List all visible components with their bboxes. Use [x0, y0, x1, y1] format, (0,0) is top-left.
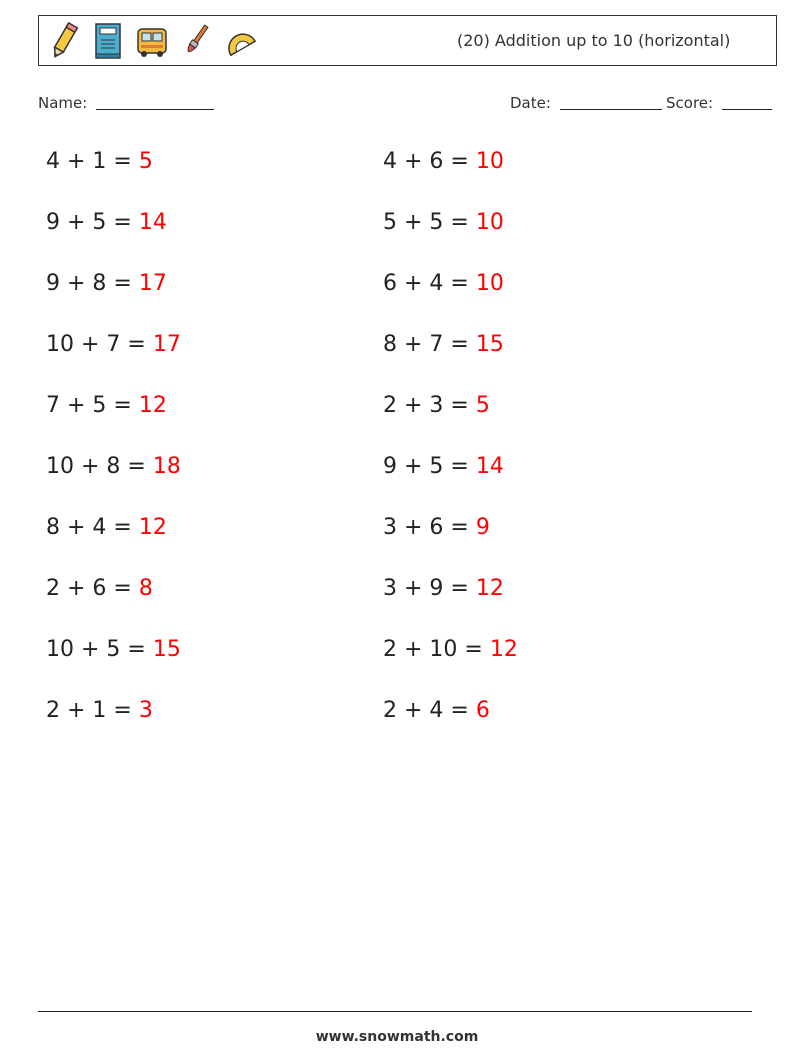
- date-label: Date:: [510, 94, 551, 112]
- score-label: Score:: [666, 94, 714, 112]
- question: 9 + 5 =: [383, 454, 476, 479]
- problem-11: [46, 447, 181, 487]
- problem-10: [383, 386, 490, 426]
- question: 10 + 8 =: [46, 454, 153, 479]
- problem-4: [383, 203, 504, 243]
- answer: 3: [138, 698, 153, 723]
- answer: 12: [475, 576, 504, 601]
- question: 2 + 6 =: [46, 576, 139, 601]
- problem-15: [46, 569, 153, 609]
- question: 4 + 6 =: [383, 149, 476, 174]
- date-field: [510, 94, 662, 112]
- worksheet-title: (20) Addition up to 10 (horizontal): [457, 31, 731, 50]
- notebook-icon: [91, 21, 125, 61]
- answer: 6: [475, 698, 490, 723]
- problem-19: [46, 691, 153, 731]
- question: 7 + 5 =: [46, 393, 139, 418]
- name-field: [38, 94, 214, 112]
- problem-2: [383, 142, 504, 182]
- answer: 14: [138, 210, 167, 235]
- problem-17: [46, 630, 181, 670]
- school-bus-icon: [135, 21, 169, 61]
- answer: 10: [475, 271, 504, 296]
- answer: 5: [475, 393, 490, 418]
- name-line: [96, 95, 214, 110]
- name-label: Name:: [38, 94, 88, 112]
- problem-1: [46, 142, 153, 182]
- problem-9: [46, 386, 167, 426]
- question: 3 + 6 =: [383, 515, 476, 540]
- footer-site-link[interactable]: www.snowmath.com: [315, 1029, 479, 1045]
- question: 2 + 3 =: [383, 393, 476, 418]
- question: 2 + 1 =: [46, 698, 139, 723]
- problem-18: [383, 630, 518, 670]
- answer: 12: [138, 515, 167, 540]
- answer: 10: [475, 210, 504, 235]
- answer: 12: [489, 637, 518, 662]
- score-line: [722, 95, 772, 110]
- question: 4 + 1 =: [46, 149, 139, 174]
- question: 8 + 7 =: [383, 332, 476, 357]
- problem-8: [383, 325, 504, 365]
- question: 9 + 8 =: [46, 271, 139, 296]
- answer: 5: [138, 149, 153, 174]
- footer-divider: [38, 1011, 752, 1012]
- problem-5: [46, 264, 167, 304]
- problem-6: [383, 264, 504, 304]
- header-icons: [47, 20, 257, 62]
- problem-14: [383, 508, 490, 548]
- question: 3 + 9 =: [383, 576, 476, 601]
- question: 8 + 4 =: [46, 515, 139, 540]
- date-line: [560, 95, 662, 110]
- answer: 12: [138, 393, 167, 418]
- protractor-icon: [223, 21, 257, 61]
- problem-13: [46, 508, 167, 548]
- answer: 9: [475, 515, 490, 540]
- problem-16: [383, 569, 504, 609]
- answer: 18: [152, 454, 181, 479]
- answer: 10: [475, 149, 504, 174]
- problem-20: [383, 691, 490, 731]
- problem-12: [383, 447, 504, 487]
- question: 5 + 5 =: [383, 210, 476, 235]
- question: 10 + 7 =: [46, 332, 153, 357]
- answer: 15: [475, 332, 504, 357]
- question: 2 + 10 =: [383, 637, 490, 662]
- question: 6 + 4 =: [383, 271, 476, 296]
- answer: 14: [475, 454, 504, 479]
- problem-7: [46, 325, 181, 365]
- question: 2 + 4 =: [383, 698, 476, 723]
- worksheet-header: [38, 15, 777, 66]
- problem-3: [46, 203, 167, 243]
- paintbrush-icon: [179, 21, 213, 61]
- question: 9 + 5 =: [46, 210, 139, 235]
- pencil-icon: [47, 21, 81, 61]
- answer: 15: [152, 637, 181, 662]
- answer: 8: [138, 576, 153, 601]
- question: 10 + 5 =: [46, 637, 153, 662]
- score-field: [666, 94, 772, 112]
- answer: 17: [152, 332, 181, 357]
- answer: 17: [138, 271, 167, 296]
